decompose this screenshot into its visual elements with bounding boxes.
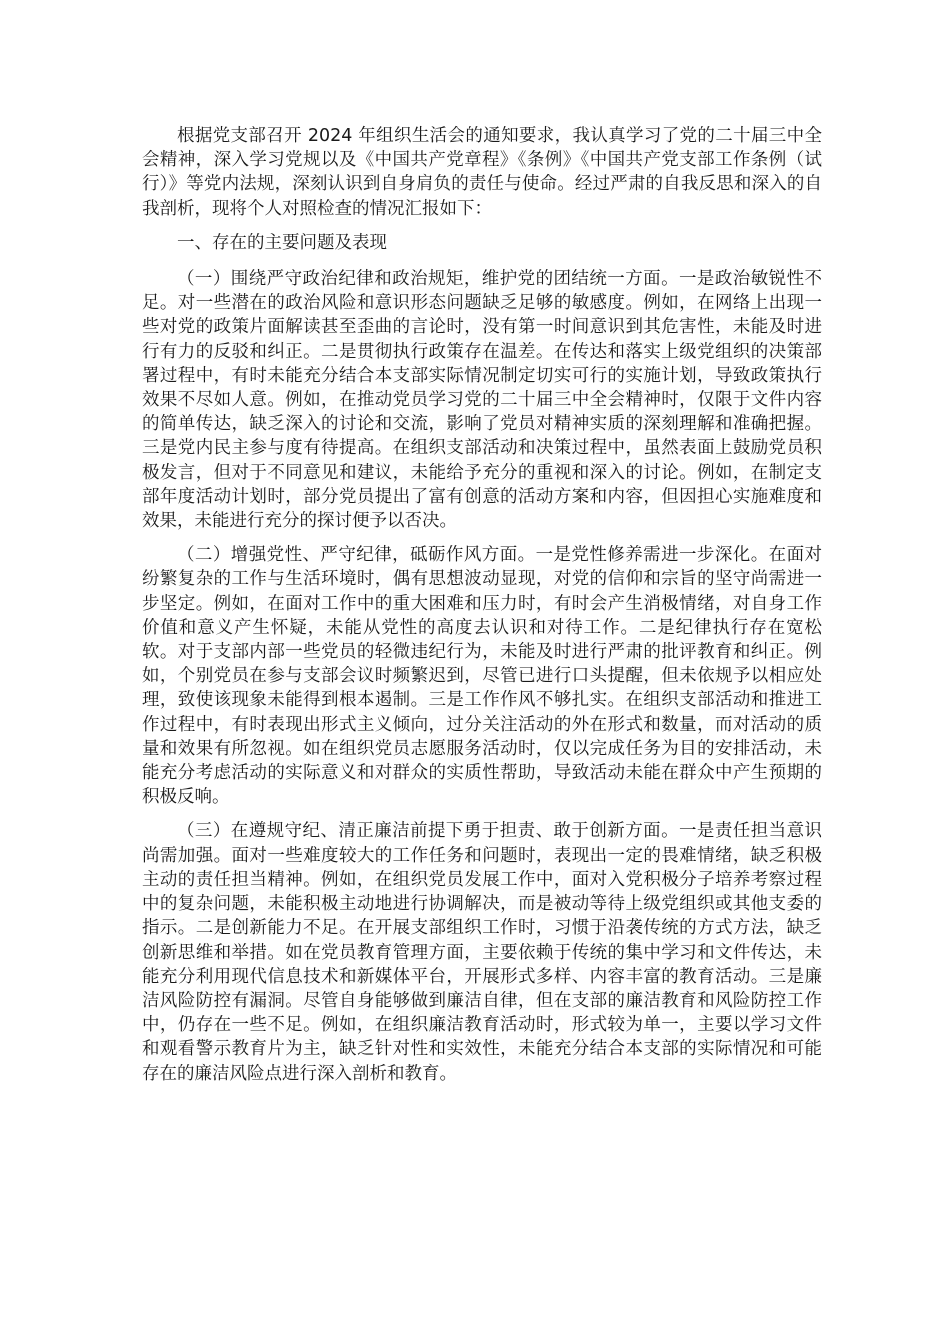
body-paragraph-2: （二）增强党性、严守纪律，砥砺作风方面。一是党性修养需进一步深化。在面对纷繁复杂的工作与生活环境时，偶有思想波动显现，对党的信仰和宗旨的坚守尚需进一步坚定。例如，在面对工作中的重大困难和压力时，有时会产生消极情绪，对自身工作价值和意义产生怀疑，未能从党性的高度去认识和对待工作。二是纪律执行存在宽松软。对于支部内部一些党员的轻微违纪行为，未能及时进行严肃的批评教育和纠正。例如，个别党员在参与支部会议时频繁迟到，尽管已进行口头提醒，但未依规予以相应处理，致使该现象未能得到根本遏制。三是工作作风不够扎实。在组织支部活动和推进工作过程中，有时表现出形式主义倾向，过分关注活动的外在形式和数量，而对活动的质量和效果有所忽视。如在组织党员志愿服务活动时，仅以完成任务为目的安排活动，未能充分考虑活动的实际意义和对群众的实质性帮助，导致活动未能在群众中产生预期的积极反响。 <box>142 545 822 808</box>
body-paragraph-3: （三）在遵规守纪、清正廉洁前提下勇于担责、敢于创新方面。一是责任担当意识尚需加强。面对一些难度较大的工作任务和问题时，表现出一定的畏难情绪，缺乏积极主动的责任担当精神。例如，在组织党员发展工作中，面对入党积极分子培养考察过程中的复杂问题，未能积极主动地进行协调解决，而是被动等待上级党组织或其他支委的指示。二是创新能力不足。在开展支部组织工作时，习惯于沿袭传统的方式方法，缺乏创新思维和举措。如在党员教育管理方面，主要依赖于传统的集中学习和文件传达，未能充分利用现代信息技术和新媒体平台，开展形式多样、内容丰富的教育活动。三是廉洁风险防控有漏洞。尽管自身能够做到廉洁自律，但在支部的廉洁教育和风险防控工作中，仍存在一些不足。例如，在组织廉洁教育活动时，形式较为单一，主要以学习文件和观看警示教育片为主，缺乏针对性和实效性，未能充分结合本支部的实际情况和可能存在的廉洁风险点进行深入剖析和教育。 <box>142 821 822 1084</box>
body-paragraph-1: （一）围绕严守政治纪律和政治规矩，维护党的团结统一方面。一是政治敏锐性不足。对一些潜在的政治风险和意识形态问题缺乏足够的敏感度。例如，在网络上出现一些对党的政策片面解读甚至歪曲的言论时，没有第一时间意识到其危害性，未能及时进行有力的反驳和纠正。二是贯彻执行政策存在温差。在传达和落实上级党组织的决策部署过程中，有时未能充分结合本支部实际情况制定切实可行的实施计划，导致政策执行效果不尽如人意。例如，在推动党员学习党的二十届三中全会精神时，仅限于文件内容的简单传达，缺乏深入的讨论和交流，影响了党员对精神实质的深刻理解和准确把握。三是党内民主参与度有待提高。在组织支部活动和决策过程中，虽然表面上鼓励党员积极发言，但对于不同意见和建议，未能给予充分的重视和深入的讨论。例如，在制定支部年度活动计划时，部分党员提出了富有创意的活动方案和内容，但因担心实施难度和效果，未能进行充分的探讨便予以否决。 <box>142 269 822 532</box>
document-page <box>142 124 822 1096</box>
intro-paragraph: 根据党支部召开 2024 年组织生活会的通知要求，我认真学习了党的二十届三中全会精神，深入学习党规以及《中国共产党章程》《条例》《中国共产党支部工作条例（试行）》等党内法规，深刻认识到自身肩负的责任与使命。经过严肃的自我反思和深入的自我剖析，现将个人对照检查的情况汇报如下： <box>142 126 822 219</box>
section-heading: 一、存在的主要问题及表现 <box>177 232 387 253</box>
